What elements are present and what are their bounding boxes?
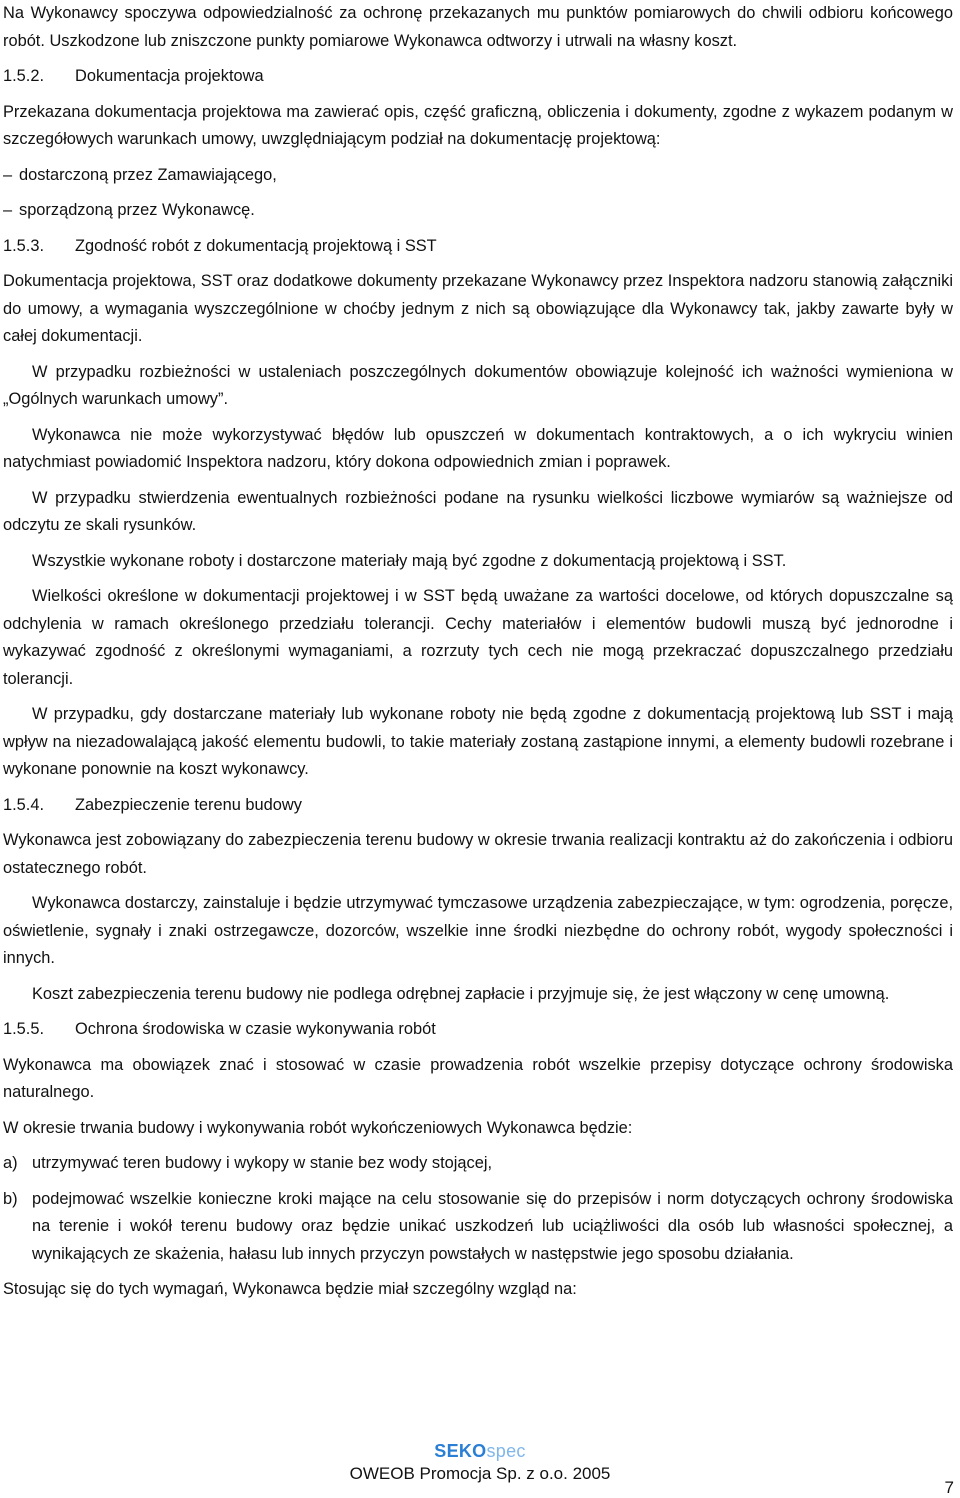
list-item-text: sporządzoną przez Wykonawcę. <box>19 201 255 219</box>
list-label: a) <box>3 1154 18 1172</box>
logo-text-primary: SEKO <box>434 1441 487 1461</box>
paragraph-intro: Na Wykonawcy spoczywa odpowiedzialność za ochronę przekazanych mu punktów pomiarowych do chwili odbioru końcowego robót. Uszkodzone lub zniszczone punkty pomiarowe Wykonawca odtworzy i utrwali na własny koszt. <box>3 4 953 50</box>
paragraph: Wszystkie wykonane roboty i dostarczone materiały mają być zgodne z dokumentacją projektową i SST. <box>32 551 787 570</box>
footer-logo <box>0 1441 960 1462</box>
paragraph: W przypadku stwierdzenia ewentualnych rozbieżności podane na rysunku wielkości liczbowe wymiarów są ważniejsze od odczytu ze skali rysunków. <box>3 488 953 534</box>
document-body <box>3 0 953 1304</box>
list-item-a <box>3 1150 953 1178</box>
list-item <box>3 197 953 225</box>
page-number: 7 <box>944 1478 954 1497</box>
section-heading-1-5-3 <box>3 233 953 261</box>
section-title: Ochrona środowiska w czasie wykonywania robót <box>75 1020 436 1038</box>
list-item <box>3 162 953 190</box>
paragraph: Wykonawca dostarczy, zainstaluje i będzie utrzymywać tymczasowe urządzenia zabezpieczające, w tym: ogrodzenia, poręcze, oświetlenie, sygnały i znaki ostrzegawcze, dozorców, wszelkie inne środki niezbędne do ochrony robót, wygody społeczności i innych. <box>3 894 953 967</box>
section-number: 1.5.3. <box>3 236 45 255</box>
paragraph: W przypadku, gdy dostarczane materiały lub wykonane roboty nie będą zgodne z dokumentacją projektową lub SST i mają wpływ na niezadowalającą jakość elementu budowli, to takie materiały zostaną zastąpione innymi, a elementy budowli rozebrane i wykonane ponownie na koszt wykonawcy. <box>3 705 953 778</box>
section-title: Zgodność robót z dokumentacją projektową i SST <box>75 236 437 255</box>
paragraph: W okresie trwania budowy i wykonywania robót wykończeniowych Wykonawca będzie: <box>3 1118 633 1137</box>
paragraph: W przypadku rozbieżności w ustaleniach poszczególnych dokumentów obowiązuje kolejność ich ważności wymieniona w „Ogólnych warunkach umowy”. <box>3 362 953 408</box>
section-heading-1-5-5 <box>3 1016 953 1044</box>
dash-bullet: – <box>3 201 13 219</box>
section-number: 1.5.5. <box>3 1020 45 1038</box>
list-item-text: dostarczoną przez Zamawiającego, <box>19 165 277 184</box>
paragraph: Dokumentacja projektowa, SST oraz dodatkowe dokumenty przekazane Wykonawcy przez Inspektora nadzoru stanowią załączniki do umowy, a wymagania wyszczególnione w choćby jednym z nich są obowiązujące dla Wykonawcy tak, jakby zawarte były w całej dokumentacji. <box>3 272 953 345</box>
paragraph: Wykonawca jest zobowiązany do zabezpieczenia terenu budowy w okresie trwania realizacji kontraktu aż do zakończenia i odbioru ostatecznego robót. <box>3 831 953 877</box>
list-item-text: utrzymywać teren budowy i wykopy w stanie bez wody stojącej, <box>32 1154 493 1172</box>
paragraph: Wykonawca ma obowiązek znać i stosować w czasie prowadzenia robót wszelkie przepisy dotyczące ochrony środowiska naturalnego. <box>3 1055 953 1101</box>
logo-text-secondary: spec <box>486 1441 526 1461</box>
paragraph: Wykonawca nie może wykorzystywać błędów lub opuszczeń w dokumentach kontraktowych, a o ich wykryciu winien natychmiast powiadomić Inspektora nadzoru, który dokona odpowiednich zmian i poprawek. <box>3 425 953 471</box>
section-number: 1.5.2. <box>3 67 45 85</box>
footer-company: OWEOB Promocja Sp. z o.o. 2005 <box>349 1464 611 1483</box>
section-title: Dokumentacja projektowa <box>75 67 264 85</box>
section-number: 1.5.4. <box>3 795 45 814</box>
section-heading-1-5-4 <box>3 792 953 820</box>
dash-bullet: – <box>3 165 13 184</box>
paragraph: Wielkości określone w dokumentacji projektowej i w SST będą uważane za wartości docelowe, od których dopuszczalne są odchylenia w ramach określonego przedziału tolerancji. Cechy materiałów i elementów budowli muszą być jednorodne i wykazywać zgodność z określonymi wymaganiami, a rozrzuty tych cech nie mogą przekraczać dopuszczalnego przedziału tolerancji. <box>3 587 953 688</box>
section-heading-1-5-2 <box>3 63 953 91</box>
list-label: b) <box>3 1189 18 1208</box>
section-title: Zabezpieczenie terenu budowy <box>75 795 302 814</box>
paragraph: Koszt zabezpieczenia terenu budowy nie podlega odrębnej zapłacie i przyjmuje się, że jest włączony w cenę umowną. <box>32 984 890 1003</box>
paragraph: Przekazana dokumentacja projektowa ma zawierać opis, część graficzną, obliczenia i dokumenty, zgodne z wykazem podanym w szczegółowych warunkach umowy, uwzględniającym podział na dokumentację projektową: <box>3 102 953 148</box>
list-item-b <box>3 1186 953 1269</box>
paragraph: Stosując się do tych wymagań, Wykonawca będzie miał szczególny wzgląd na: <box>3 1280 577 1298</box>
list-item-text: podejmować wszelkie konieczne kroki mające na celu stosowanie się do przepisów i norm dotyczących ochrony środowiska na terenie i wokół terenu budowy oraz będzie unikać uszkodzeń lub uciążliwości dla osób lub własności społecznej, a wynikających ze skażenia, hałasu lub innych przyczyn powstałych w następstwie jego sposobu działania. <box>32 1189 953 1263</box>
